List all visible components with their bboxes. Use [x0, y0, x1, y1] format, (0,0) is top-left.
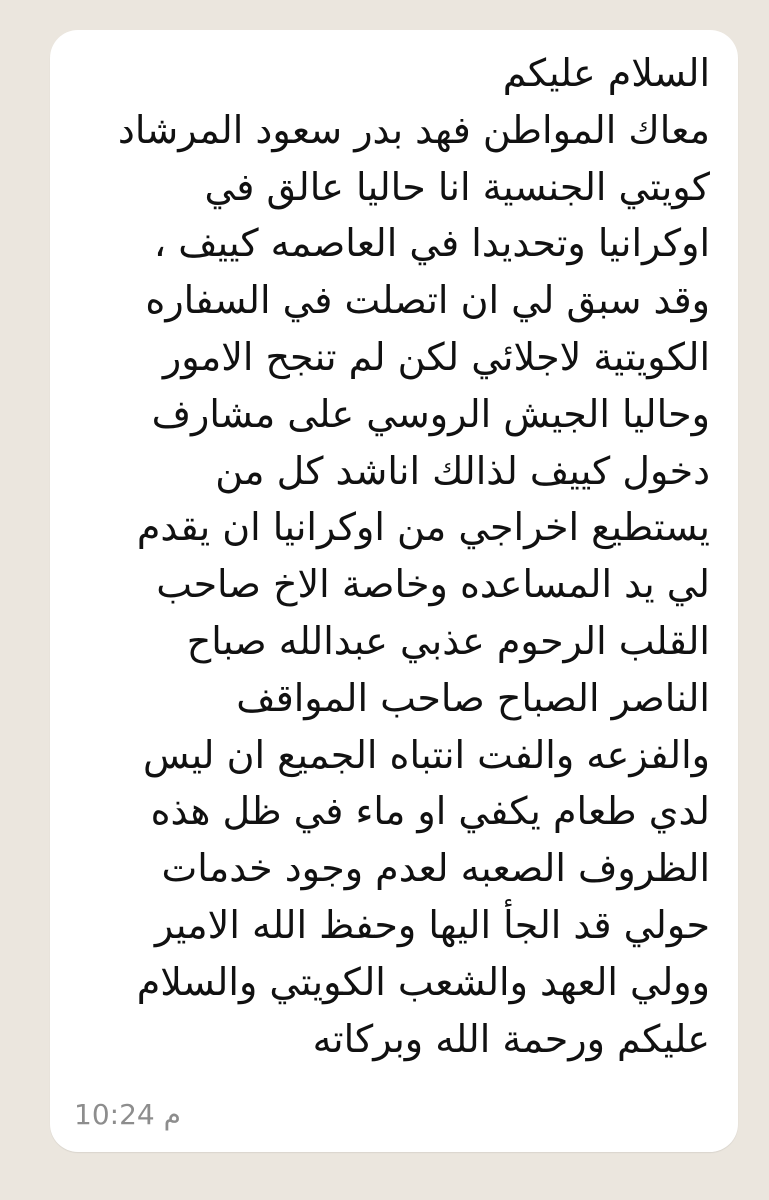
message-line: القلب الرحوم عذبي عبدالله صباح	[186, 618, 710, 663]
message-time: 10:24	[74, 1098, 155, 1131]
message-line: وقد سبق لي ان اتصلت في السفاره	[145, 278, 710, 323]
message-line: لدي طعام يكفي او ماء في ظل هذه	[150, 789, 710, 834]
message-line: اوكرانيا وتحديدا في العاصمه كييف ،	[153, 221, 710, 266]
message-line: وحاليا الجيش الروسي على مشارف	[151, 391, 710, 436]
message-line: كويتي الجنسية انا حاليا عالق في	[204, 164, 710, 209]
message-line: لي يد المساعده وخاصة الاخ صاحب	[156, 562, 710, 607]
message-line: دخول كييف لذالك اناشد كل من	[215, 448, 710, 493]
message-bubble-tail	[708, 1126, 736, 1152]
incoming-message-bubble[interactable]	[50, 30, 738, 1152]
message-text	[70, 45, 710, 1067]
message-line: حولي قد الجأ اليها وحفظ الله الامير	[154, 902, 710, 947]
message-timestamp	[74, 1098, 181, 1132]
message-line: والفزعه والفت انتباه الجميع ان ليس	[143, 732, 710, 777]
message-line: عليكم ورحمة الله وبركاته	[312, 1016, 710, 1061]
message-line: الظروف الصعبه لعدم وجود خدمات	[161, 846, 710, 891]
message-line: الكويتية لاجلائي لكن لم تنجح الامور	[162, 334, 710, 379]
message-time-period: م	[163, 1098, 181, 1131]
message-line: يستطيع اخراجي من اوكرانيا ان يقدم	[136, 505, 710, 550]
message-line: وولي العهد والشعب الكويتي والسلام	[136, 959, 710, 1004]
message-line: السلام عليكم	[502, 51, 710, 95]
message-line: معاك المواطن فهد بدر سعود المرشاد	[117, 107, 710, 152]
message-line: الناصر الصباح صاحب المواقف	[236, 675, 710, 720]
